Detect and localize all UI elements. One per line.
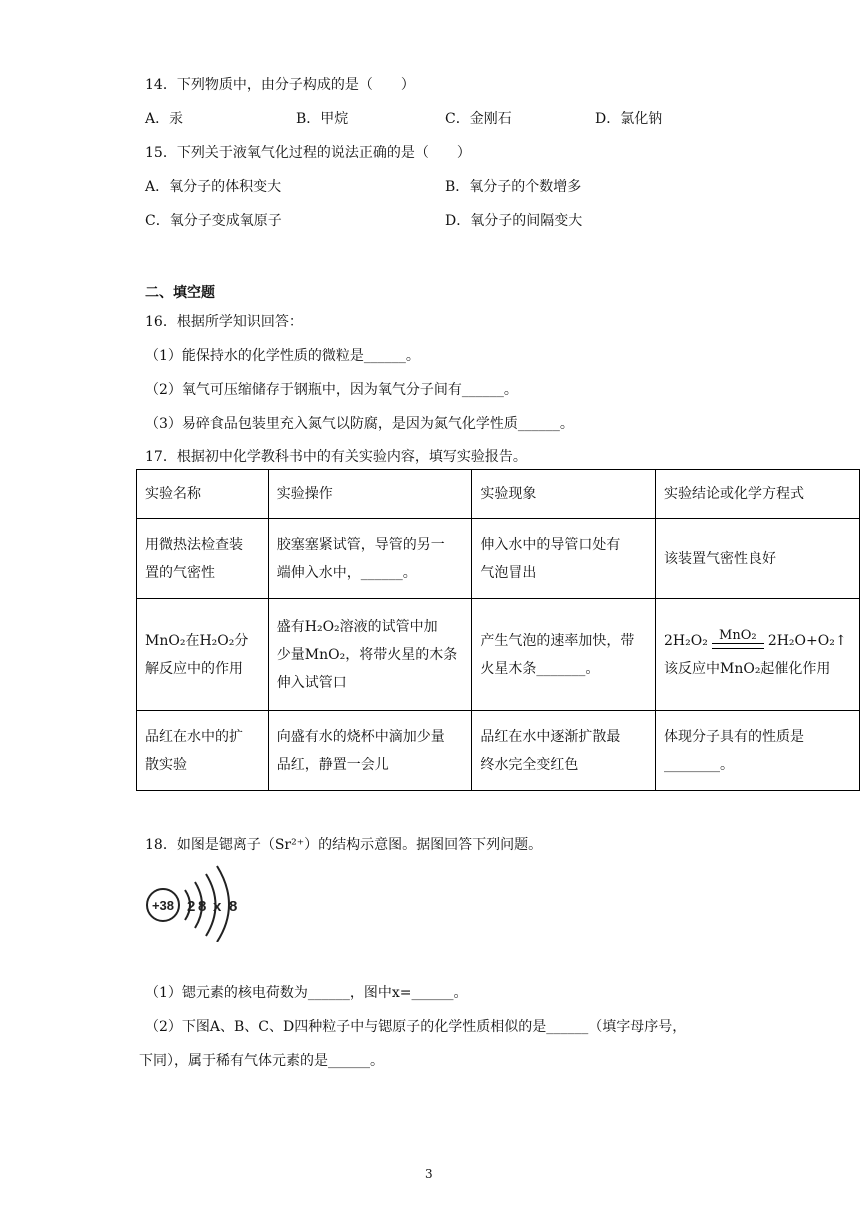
q18-part-2: （2）下图A、B、C、D四种粒子中与锶原子的化学性质相似的是______（填字母序号， [145, 1019, 687, 1035]
table-row [137, 599, 860, 711]
shell-electrons-1: 2 [187, 898, 196, 915]
cell-text: 解反应中的作用 [145, 660, 243, 677]
q14-option-c: C．金刚石 [445, 111, 512, 127]
section-heading-fill-in: 二、填空题 [145, 285, 215, 301]
header-experiment-operation: 实验操作 [268, 470, 472, 519]
cell-operation [268, 599, 472, 711]
equation-arrow [712, 629, 764, 655]
q15-stem: 15．下列关于液氧气化过程的说法正确的是（ ） [145, 145, 471, 161]
nucleus-charge: +38 [151, 898, 175, 913]
cell-conclusion [655, 711, 859, 791]
ion-structure-diagram [143, 862, 253, 942]
q14-option-a: A．汞 [145, 111, 184, 127]
cell-text: 品红，静置一会儿 [276, 756, 389, 773]
cell-phenomenon [472, 519, 656, 599]
q18-part-1: （1）锶元素的核电荷数为______，图中x=______。 [145, 985, 468, 1001]
q15-option-b: B．氧分子的个数增多 [445, 179, 582, 195]
cell-text: MnO₂在H₂O₂分 [145, 632, 249, 649]
cell-text: 伸入试管口 [276, 674, 347, 691]
cell-text: 品红在水中的扩 [145, 728, 243, 745]
equation-catalyst: MnO₂ [719, 627, 757, 643]
cell-text: 向盛有水的烧杯中滴加少量 [276, 728, 445, 745]
q16-part-1: （1）能保持水的化学性质的微粒是______。 [145, 348, 420, 364]
cell-text: 终水完全变红色 [480, 756, 579, 773]
equation-products: 2H₂O+O₂↑ [767, 632, 847, 649]
cell-text: 火星木条_______。 [480, 660, 600, 677]
cell-text: 胶塞塞紧试管，导管的另一 [276, 536, 445, 553]
shell-electrons-2: 8 [198, 898, 207, 915]
q15-option-c: C．氧分子变成氧原子 [145, 213, 282, 229]
cell-conclusion [655, 599, 859, 711]
q15-option-d: D．氧分子的间隔变大 [445, 213, 583, 229]
cell-operation [268, 711, 472, 791]
cell-conclusion: 该装置气密性良好 [655, 519, 859, 599]
cell-text: 该反应中MnO₂起催化作用 [663, 660, 831, 677]
cell-text: 盛有H₂O₂溶液的试管中加 [276, 618, 438, 635]
equation-reactants: 2H₂O₂ [663, 632, 708, 649]
double-line-icon [712, 643, 764, 649]
header-experiment-conclusion: 实验结论或化学方程式 [655, 470, 859, 519]
cell-text: 品红在水中逐渐扩散最 [480, 728, 621, 745]
cell-text: 用微热法检查装 [145, 536, 243, 553]
q16-stem: 16．根据所学知识回答： [145, 314, 303, 330]
page-number: 3 [425, 1167, 433, 1181]
table-row [137, 519, 860, 599]
q14-option-b: B．甲烷 [296, 111, 349, 127]
q18-part-2-continued: 下同），属于稀有气体元素的是______。 [139, 1053, 384, 1069]
cell-text: 置的气密性 [145, 564, 215, 581]
q14-stem: 14．下列物质中，由分子构成的是（ ） [145, 77, 415, 93]
header-experiment-name: 实验名称 [137, 470, 269, 519]
table-header-row [137, 470, 860, 519]
cell-text: 体现分子具有的性质是 [663, 728, 804, 745]
cell-name [137, 711, 269, 791]
cell-name [137, 599, 269, 711]
q17-stem: 17．根据初中化学教科书中的有关实验内容，填写实验报告。 [145, 449, 527, 465]
cell-text: 气泡冒出 [480, 564, 537, 581]
experiment-report-table [136, 469, 860, 791]
cell-text: 少量MnO₂，将带火星的木条 [276, 646, 458, 663]
cell-operation [268, 519, 472, 599]
q18-stem: 18．如图是锶离子（Sr²⁺）的结构示意图。据图回答下列问题。 [145, 837, 543, 853]
cell-text: 端伸入水中，______。 [276, 564, 417, 581]
q14-option-d: D．氯化钠 [595, 111, 663, 127]
cell-phenomenon [472, 711, 656, 791]
table-row [137, 711, 860, 791]
q16-part-3: （3）易碎食品包装里充入氮气以防腐，是因为氮气化学性质______。 [145, 416, 574, 432]
cell-text: 伸入水中的导管口处有 [480, 536, 621, 553]
cell-name [137, 519, 269, 599]
cell-phenomenon [472, 599, 656, 711]
shell-electrons-4: 8 [229, 898, 238, 915]
cell-text: 散实验 [145, 756, 187, 773]
q16-part-2: （2）氧气可压缩储存于钢瓶中，因为氧气分子间有______。 [145, 382, 518, 398]
cell-text: 产生气泡的速率加快，带 [480, 632, 635, 649]
cell-text: ________。 [663, 756, 734, 773]
q15-option-a: A．氧分子的体积变大 [145, 179, 282, 195]
shell-electrons-3: x [213, 898, 222, 915]
chemical-equation [664, 627, 851, 655]
header-experiment-phenomenon: 实验现象 [472, 470, 656, 519]
